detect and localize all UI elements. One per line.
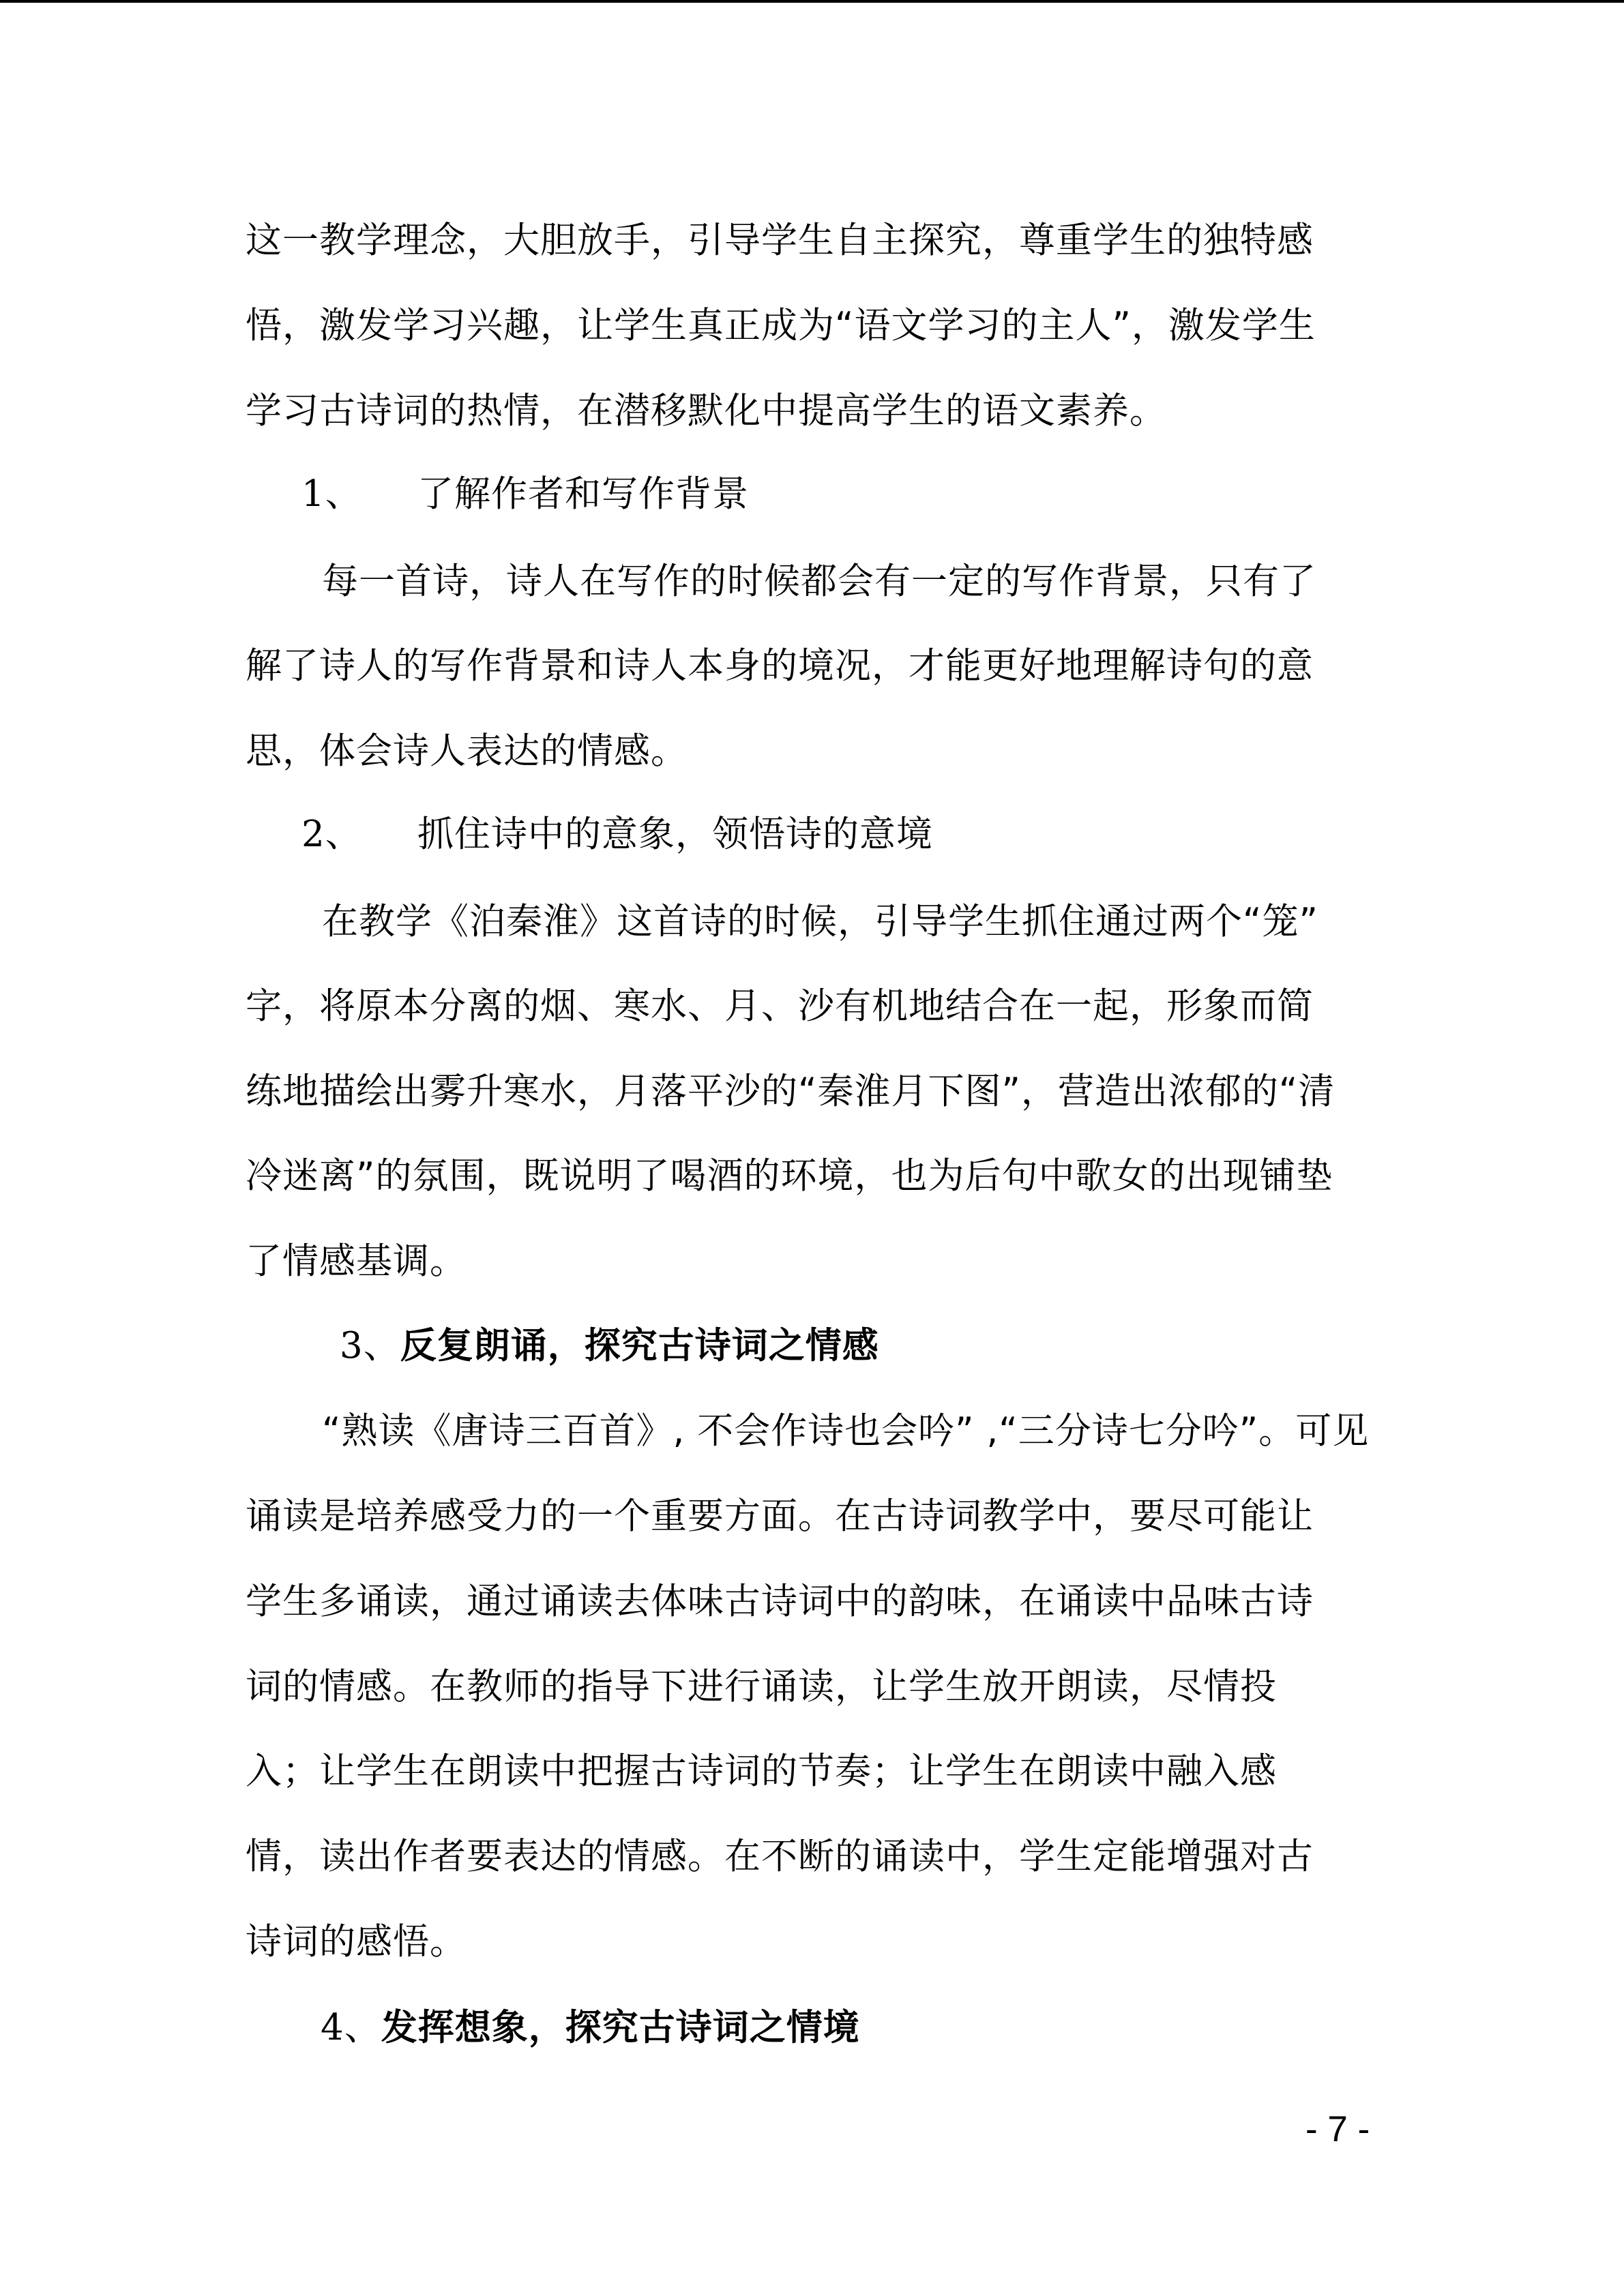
section-title: 反复朗诵，探究古诗词之情感 [400,1325,879,1367]
section-number: 3、 [340,1325,400,1367]
section-heading-4 [321,2004,860,2052]
paragraph-line: 思，体会诗人表达的情感。 [246,730,688,772]
paragraph-line: 悟，激发学习兴趣，让学生真正成为“语文学习的主人”，激发学生 [246,305,1316,346]
section-title: 抓住诗中的意象，领悟诗的意境 [417,814,933,855]
paragraph-line: 入；让学生在朗读中把握古诗词的节奏；让学生在朗读中融入感 [246,1750,1277,1792]
paragraph-line: 冷迷离”的氛围，既说明了喝酒的环境，也为后句中歌女的出现铺垫 [246,1155,1333,1197]
page-number: - 7 - [1305,2109,1370,2149]
paragraph-line: 解了诗人的写作背景和诗人本身的境况，才能更好地理解诗句的意 [246,645,1314,687]
paragraph-line: 这一教学理念，大胆放手，引导学生自主探究，尊重学生的独特感 [246,220,1314,261]
section-number: 1、 [301,473,362,515]
page-top-border [0,0,1624,3]
paragraph-line: 学生多诵读，通过诵读去体味古诗词中的韵味，在诵读中品味古诗 [246,1581,1314,1622]
paragraph-line: 情，读出作者要表达的情感。在不断的诵读中，学生定能增强对古 [246,1836,1314,1877]
paragraph-line: 学习古诗词的热情，在潜移默化中提高学生的语文素养。 [246,390,1166,432]
paragraph-line: 词的情感。在教师的指导下进行诵读，让学生放开朗读，尽情投 [246,1666,1277,1708]
section-number: 2、 [301,814,362,855]
paragraph-line: 在教学《泊秦淮》这首诗的时候，引导学生抓住通过两个“笼” [322,901,1318,942]
paragraph-line: 练地描绘出雾升寒水，月落平沙的“秦淮月下图”，营造出浓郁的“清 [246,1071,1335,1112]
paragraph-line: 诵读是培养感受力的一个重要方面。在古诗词教学中，要尽可能让 [246,1495,1314,1537]
section-number: 4、 [321,2007,381,2048]
section-heading-2 [301,811,933,859]
paragraph-line: 每一首诗，诗人在写作的时候都会有一定的写作背景，只有了 [322,561,1316,602]
section-title: 发挥想象，探究古诗词之情境 [381,2007,860,2048]
paragraph-line: 诗词的感悟。 [246,1921,467,1963]
section-heading-1 [301,471,749,518]
paragraph-line: “熟读《唐诗三百首》, 不会作诗也会吟” ,“三分诗七分吟”。可见 [322,1410,1370,1452]
section-heading-3 [340,1322,879,1370]
section-title: 了解作者和写作背景 [417,473,749,515]
paragraph-line: 字，将原本分离的烟、寒水、月、沙有机地结合在一起，形象而简 [246,985,1314,1027]
paragraph-line: 了情感基调。 [246,1240,467,1282]
